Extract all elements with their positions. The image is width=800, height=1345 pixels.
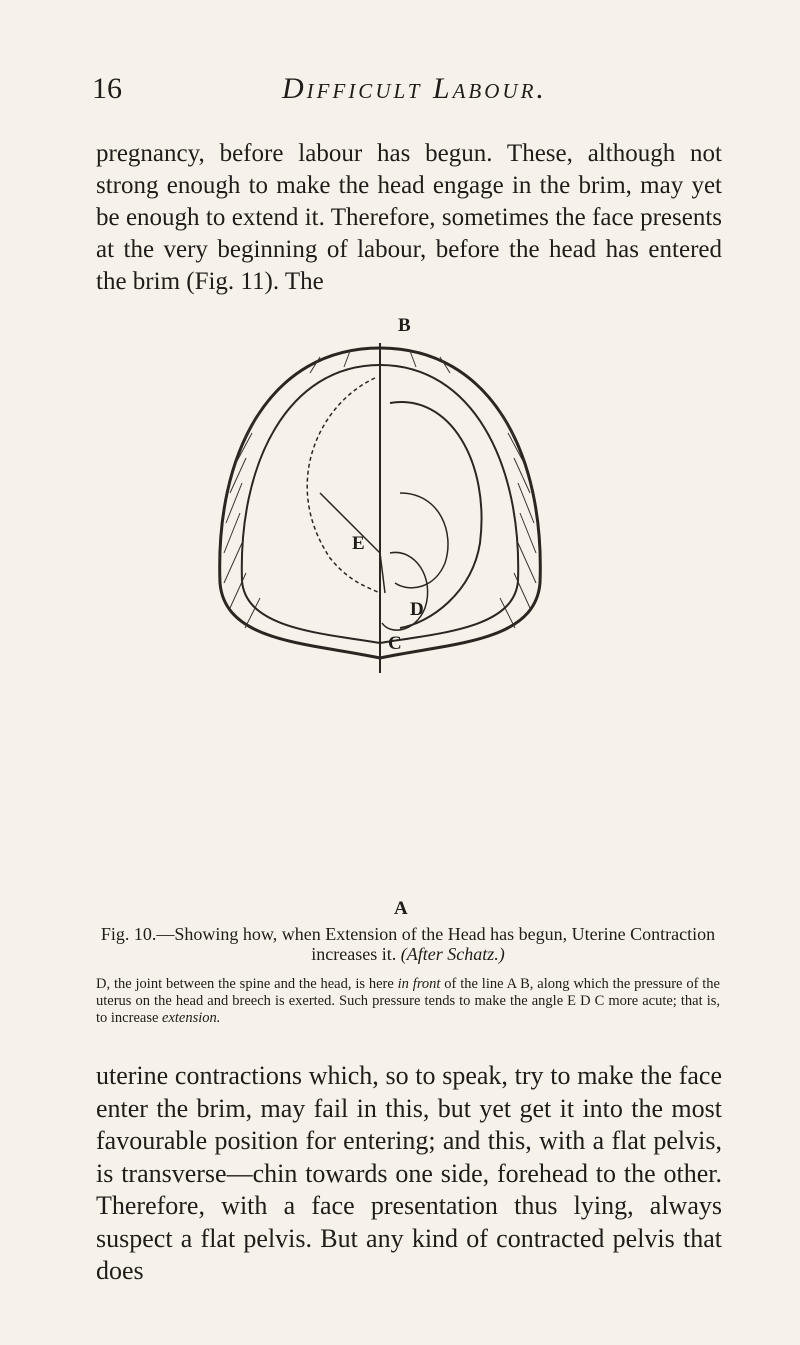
note-part-a: D, the joint between the spine and the head, is here [96, 976, 398, 992]
uterus-illustration [220, 305, 580, 655]
uterus-drawing [200, 343, 560, 683]
paragraph-top: pregnancy, before labour has begun. These, although not strong enough to make the head engage in the brim, may yet be enough to extend it. Therefore, sometimes the face presents at the very beginning of labour, before the head has entered the brim (Fig. 11). The [96, 140, 722, 295]
label-b: B [398, 315, 411, 336]
figure-note [96, 976, 720, 1027]
note-part-b: of the line A B, along which the pressure of the uterus on the head and breech is exerted. Such pressure tends to make the angle E D C more acute; that is, to increase [96, 976, 720, 1026]
page-header [92, 72, 732, 122]
page-number: 16 [92, 72, 122, 105]
paragraph-bottom: uterine contractions which, so to speak, try to make the face enter the brim, may fail in this, but yet get it into the most favourable position for entering; and this, with a flat pelvis, is transverse—chin towards one side, forehead to the other. Therefore, with a face presentation thus lying, always suspect a flat pelvis. But any kind of contracted pelvis that does [96, 1061, 722, 1285]
running-title: Difficult Labour. [282, 72, 547, 105]
note-italic-end: extension. [162, 1010, 221, 1026]
caption-credit: (After Schatz.) [400, 944, 505, 964]
figure-caption [96, 924, 720, 964]
caption-main: Fig. 10.—Showing how, when Extension of the Head has begun, Uterine Contraction increases it. [100, 924, 716, 964]
label-d: D [410, 599, 424, 620]
label-e: E [352, 533, 365, 554]
label-a: A [394, 898, 408, 919]
note-italic: in front [397, 976, 441, 992]
label-c: C [388, 633, 402, 654]
